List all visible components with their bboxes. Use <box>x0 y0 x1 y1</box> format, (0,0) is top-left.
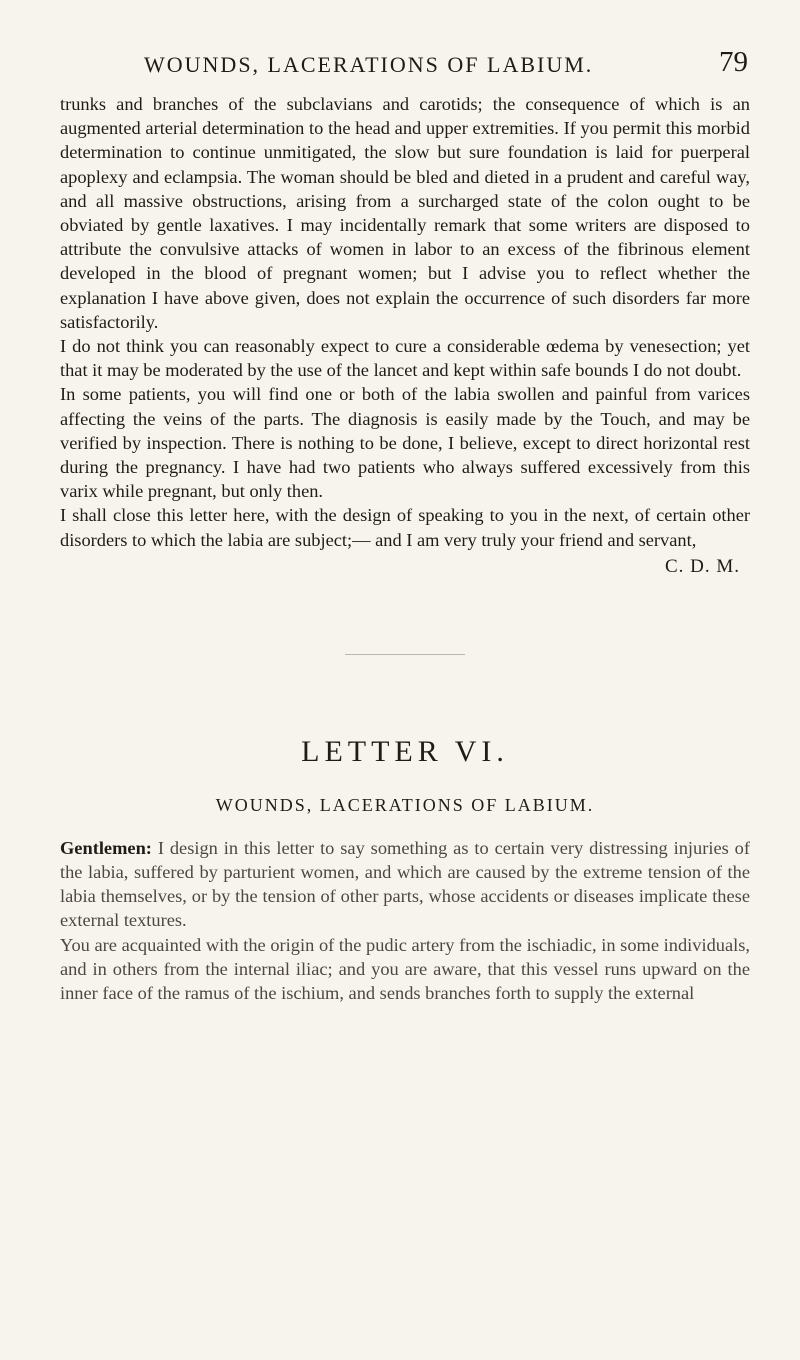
page-number: 79 <box>719 46 748 78</box>
letter-subheading: WOUNDS, LACERATIONS OF LABIUM. <box>215 794 595 815</box>
paragraph: In some patients, you will find one or both of the labia swollen and painful from varices affecting the veins of the parts. The diagnosis is easily made by the Touch, and may be verified by inspection. There is nothing to be done, I believe, except to direct horizontal rest during the pregnancy. I have had two patients who always suffered excessively from this varix while pregnant, but only then. <box>60 384 750 502</box>
opening-paragraph <box>60 836 750 933</box>
letter-heading: LETTER VI. <box>301 734 509 768</box>
body-text-continuation <box>60 92 750 552</box>
letter-body <box>60 836 750 1005</box>
running-head <box>60 46 750 92</box>
salutation: Gentlemen: <box>60 837 152 858</box>
paragraph: trunks and branches of the subclavians and carotids; the consequence of which is an augmented arterial determination to the head and upper extremities. If you permit this morbid determination to continue unmitigated, the slow but sure foundation is laid for puerperal apoplexy and eclampsia. The woman should be bled and dieted in a prudent and careful way, and all massive obstructions, arising from a surcharged state of the colon ought to be obviated by gentle laxatives. I may incidentally remark that some writers are disposed to attribute the convulsive attacks of women in labor to an excess of the fibrinous element developed in the blood of pregnant women; but I advise you to reflect whether the explanation I have above given, does not explain the occurrence of such disorders far more satisfactorily. <box>60 94 750 332</box>
running-title: WOUNDS, LACERATIONS OF LABIUM. <box>144 52 594 77</box>
paragraph: I shall close this letter here, with the design of speaking to you in the next, of certain other disorders to which the labia are subject;— and I am very truly your friend and servant, <box>60 505 750 550</box>
signature: C. D. M. <box>664 555 740 577</box>
opening-text: I design in this letter to say something as to certain very distressing injuries of the labia, suffered by parturient women, and which are caused by the extreme tension of the labia themselves, or by the tension of other parts, whose accidents or diseases implicate these external textures. <box>60 837 750 931</box>
section-divider <box>345 654 465 655</box>
book-page <box>60 46 750 1005</box>
paragraph: I do not think you can reasonably expect to cure a considerable œdema by venesection; yet that it may be moderated by the use of the lancet and kept within safe bounds I do not doubt. <box>60 336 750 381</box>
paragraph: You are acquainted with the origin of the pudic artery from the ischiadic, in some individuals, and in others from the internal iliac; and you are aware, that this vessel runs upward on the inner face of the ramus of the ischium, and sends branches forth to supply the external <box>60 934 750 1004</box>
